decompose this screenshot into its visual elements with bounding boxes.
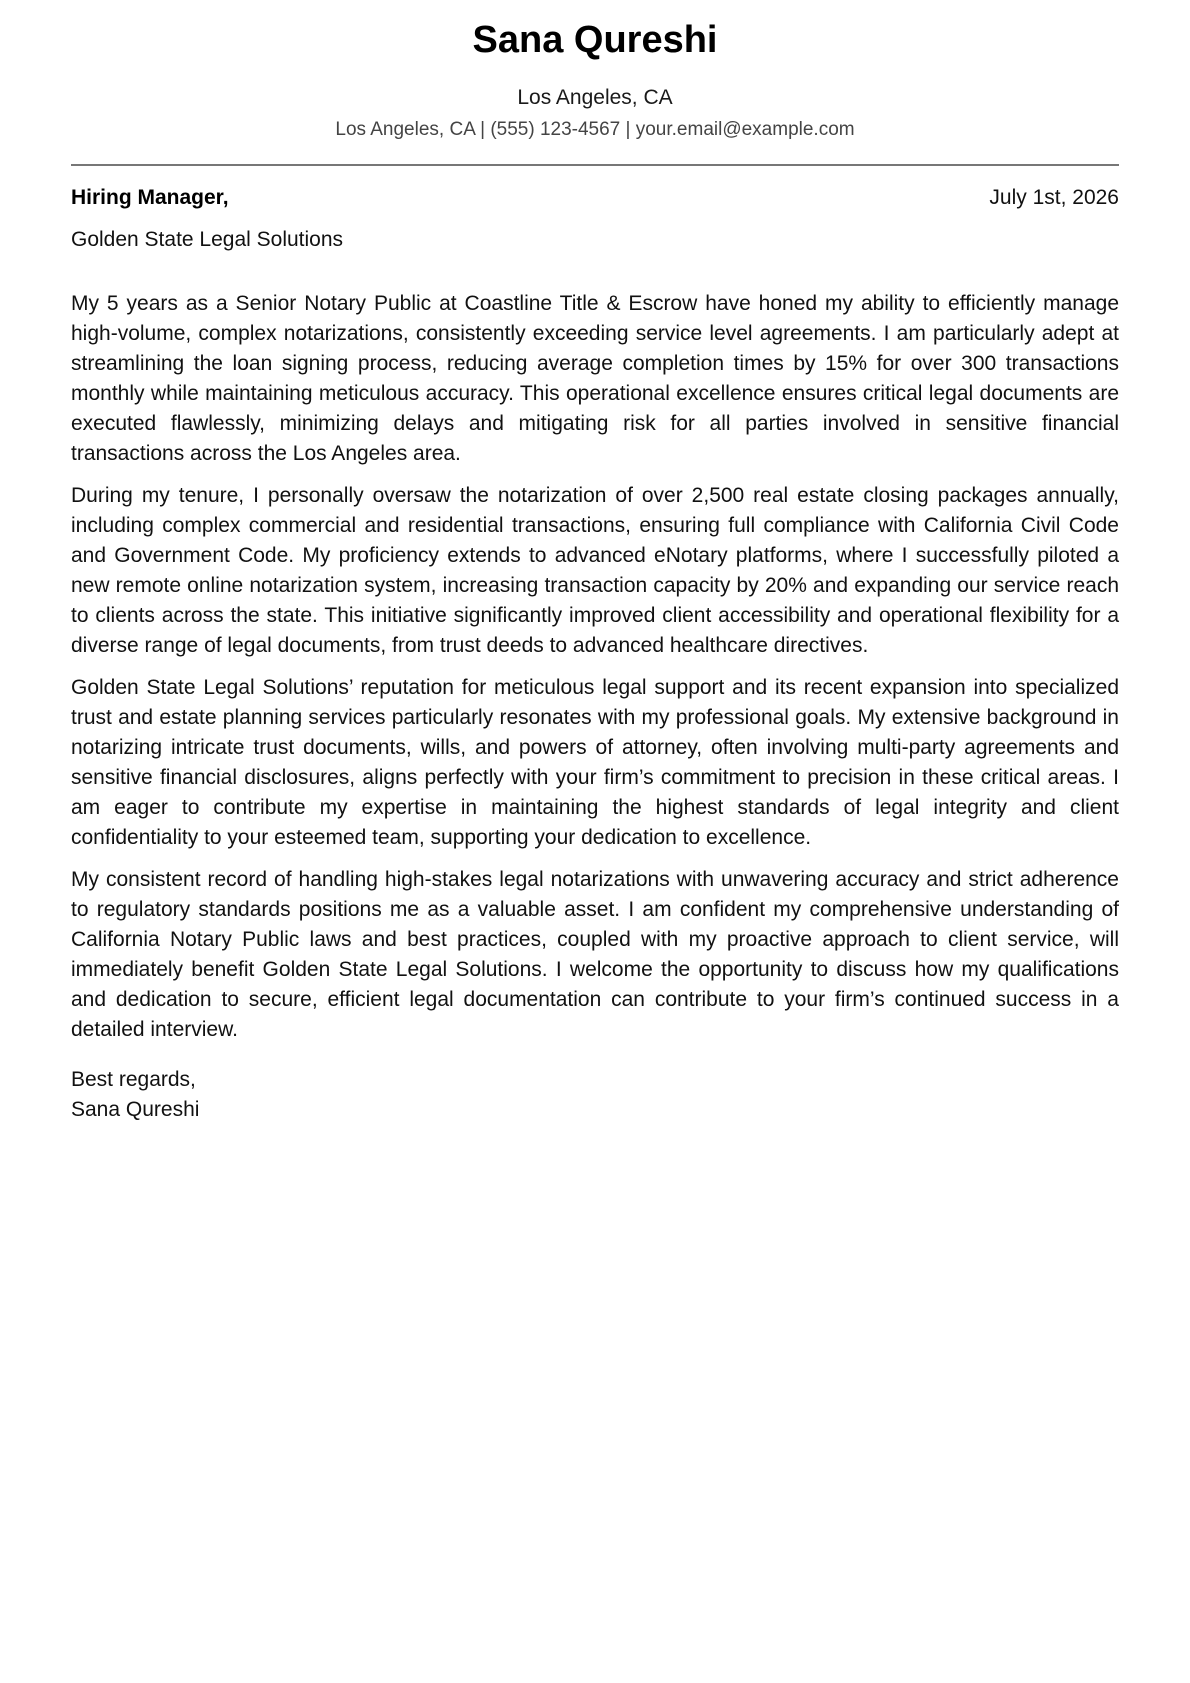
body-paragraph: During my tenure, I personally oversaw the notarization of over 2,500 real estate closing packages annually, including complex commercial and residential transactions, ensuring full compliance with California Civil Code and Government Code. My proficiency extends to advanced eNotary platforms, where I successfully piloted a new remote online notarization system, increasing transaction capacity by 20% and expanding our service reach to clients across the state. This initiative significantly improved client accessibility and operational flexibility for a diverse range of legal documents, from trust deeds to advanced healthcare directives. xyxy=(71,484,1119,657)
recipient-date-row xyxy=(71,184,1119,212)
applicant-contact-line: Los Angeles, CA | (555) 123-4567 | your.email@example.com xyxy=(335,119,855,140)
letter-date: July 1st, 2026 xyxy=(989,186,1119,209)
letter-body xyxy=(71,289,1119,1045)
recipient-salutation: Hiring Manager, xyxy=(71,186,229,209)
recipient-company: Golden State Legal Solutions xyxy=(71,228,344,251)
body-paragraph: My consistent record of handling high-stakes legal notarizations with unwavering accuracy and strict adherence to regulatory standards positions me as a valuable asset. I am confident my comprehensive understanding of California Notary Public laws and best practices, coupled with my proactive approach to client service, will immediately benefit Golden State Legal Solutions. I welcome the opportunity to discuss how my qualifications and dedication to secure, efficient legal documentation can contribute to your firm’s continued success in a detailed interview. xyxy=(71,868,1119,1041)
body-paragraph: Golden State Legal Solutions’ reputation for meticulous legal support and its recent expansion into specialized trust and estate planning services particularly resonates with my professional goals. My extensive background in notarizing intricate trust documents, wills, and powers of attorney, often involving multi-party agreements and sensitive financial disclosures, aligns perfectly with your firm’s commitment to precision in these critical areas. I am eager to contribute my expertise in maintaining the highest standards of legal integrity and client confidentiality to your esteemed team, supporting your dedication to excellence. xyxy=(71,676,1119,849)
applicant-name: Sana Qureshi xyxy=(472,19,718,61)
letter-header xyxy=(71,0,1119,143)
signature-name: Sana Qureshi xyxy=(71,1098,200,1121)
applicant-location: Los Angeles, CA xyxy=(517,86,673,109)
letter-closing xyxy=(71,1065,1119,1125)
header-divider xyxy=(71,164,1119,166)
closing-phrase: Best regards, xyxy=(71,1068,196,1091)
body-paragraph: My 5 years as a Senior Notary Public at Coastline Title & Escrow have honed my ability to efficiently manage high-volume, complex notarizations, consistently exceeding service level agreements. I am particularly adept at streamlining the loan signing process, reducing average completion times by 15% for over 300 transactions monthly while maintaining meticulous accuracy. This operational excellence ensures critical legal documents are executed flawlessly, minimizing delays and mitigating risk for all parties involved in sensitive financial transactions across the Los Angeles area. xyxy=(71,292,1119,465)
